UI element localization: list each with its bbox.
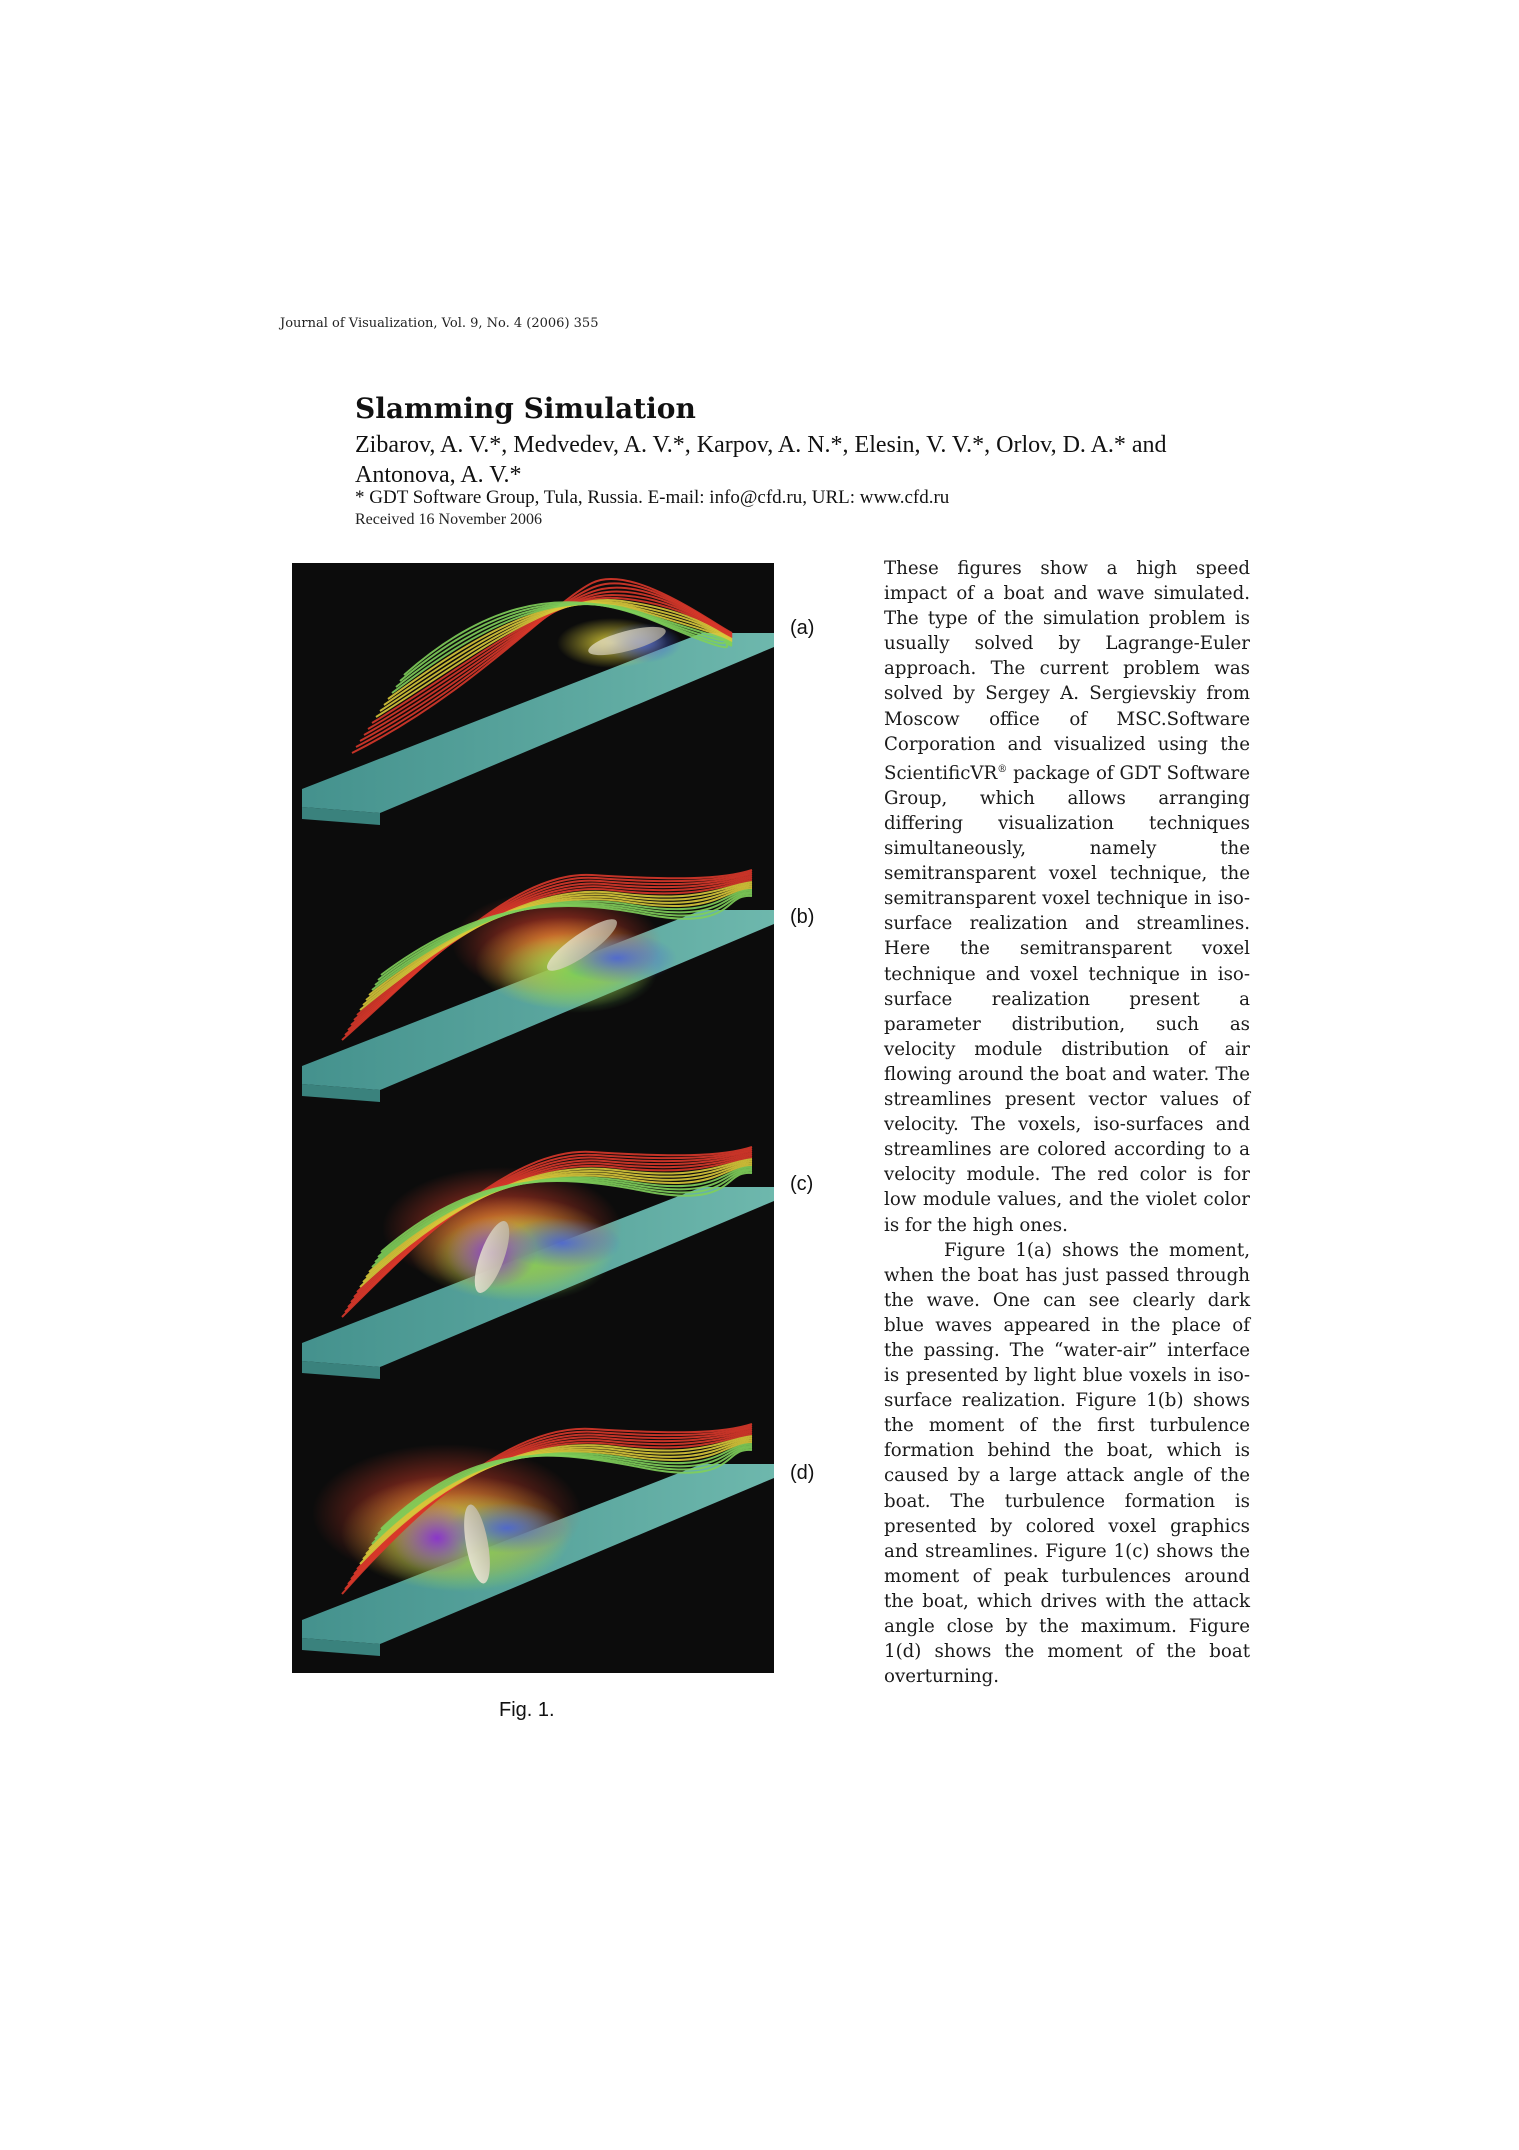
panel-a: [302, 579, 774, 825]
panel-c: [302, 1147, 774, 1379]
panel-label-a: (a): [790, 617, 815, 639]
panel-d: [302, 1424, 774, 1656]
panel-b: [302, 870, 774, 1102]
panel-label-c: (c): [790, 1173, 814, 1195]
paragraph-1: [884, 556, 1250, 1238]
paragraph-2: Figure 1(a) shows the moment, when the boat has just passed through the wave. One can see clearly dark blue waves appeared in the place of the passing. The “water-air” interface is presented by light blue voxels in iso-surface realization. Figure 1(b) shows the moment of the first turbulence formation behind the boat, which is caused by a large attack angle of the boat. The turbulence formation is presented by colored voxel graphics and streamlines. Figure 1(c) shows the moment of peak turbulences around the boat, which drives with the attack angle close by the maximum. Figure 1(d) shows the moment of the boat overturning.: [884, 1239, 1250, 1688]
registered-mark: ®: [997, 763, 1008, 775]
affiliation: * GDT Software Group, Tula, Russia. E-mail: info@cfd.ru, URL: www.cfd.ru: [355, 487, 950, 508]
body-text: [884, 556, 1250, 1689]
figure-panels-svg: [292, 563, 774, 1673]
running-head: Journal of Visualization, Vol. 9, No. 4 (2006) 355: [280, 316, 599, 331]
author-list: Zibarov, A. V.*, Medvedev, A. V.*, Karpov, A. N.*, Elesin, V. V.*, Orlov, D. A.* and Antonova, A. V.*: [355, 432, 1167, 488]
paragraph-1-part-1: These figures show a high speed impact of a boat and wave simulated. The type of the simulation problem is usually solved by Lagrange-Euler approach. The current problem was solved by Sergey A. Sergievskiy from Moscow office of MSC.Software Corporation and visualized using the ScientificVR: [884, 558, 1250, 784]
panel-label-b: (b): [790, 906, 815, 928]
simulation-figure: [292, 563, 774, 1673]
paragraph-1-part-2: package of GDT Software Group, which allows arranging differing visualization techniques simultaneously, namely the semitransparent voxel technique, the semitransparent voxel technique in iso-surface realization and streamlines. Here the semitransparent voxel technique and voxel technique in iso-surface realization present a parameter distribution, such as velocity module distribution of air flowing around the boat and water. The streamlines present vector values of velocity. The voxels, iso-surfaces and streamlines are colored according to a velocity module. The red color is for low module values, and the violet color is for the high ones.: [884, 762, 1250, 1236]
article-title: Slamming Simulation: [355, 392, 696, 425]
received-date: Received 16 November 2006: [355, 511, 543, 528]
panel-label-d: (d): [790, 1462, 815, 1484]
figure-caption: Fig. 1.: [499, 1699, 555, 1721]
